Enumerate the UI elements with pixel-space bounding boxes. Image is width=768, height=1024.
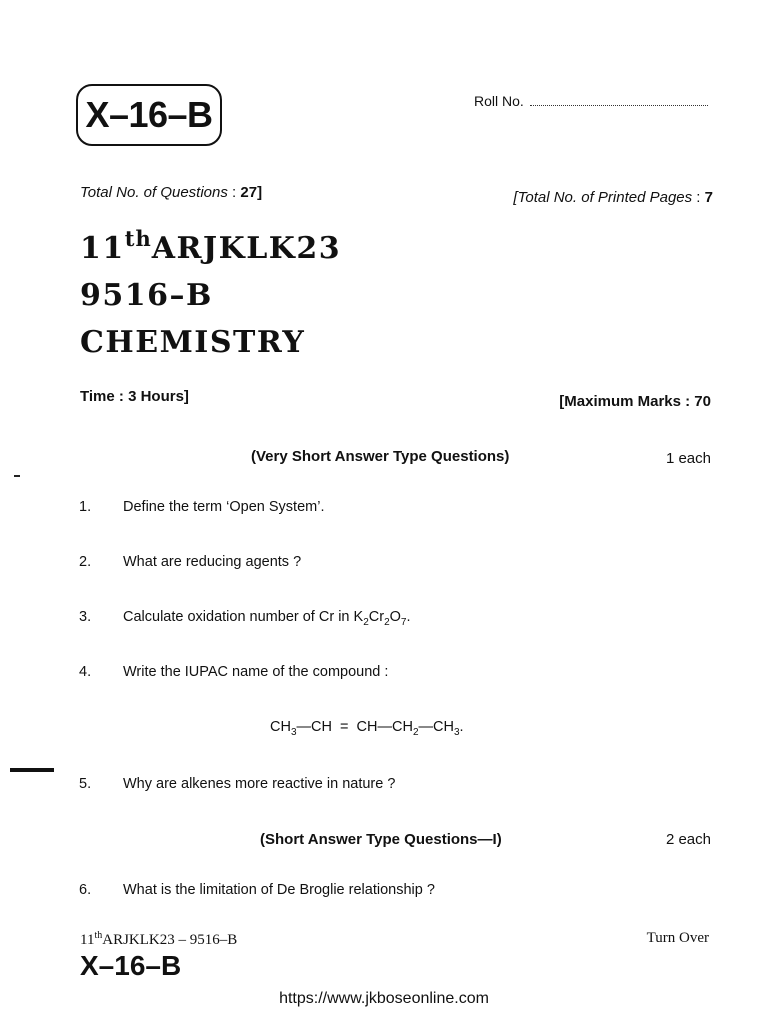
roll-number-field [474, 93, 708, 109]
formula-part: —CH [418, 719, 454, 735]
subscript: 7 [400, 617, 407, 628]
paper-code-box [76, 84, 222, 146]
question-text-part: Calculate oxidation number of Cr in K [123, 609, 364, 625]
class-paper-code [80, 226, 341, 266]
question-number: 4. [79, 664, 92, 680]
question-text-part: . [406, 609, 411, 625]
total-questions-label: Total No. of Questions [80, 184, 228, 201]
section-heading-very-short: (Very Short Answer Type Questions) [251, 448, 510, 465]
section-marks-very-short: 1 each [665, 450, 711, 467]
question-number: 3. [79, 609, 92, 625]
question-text-part: Cr [368, 609, 385, 625]
paper-code: ARJKLK23 [151, 231, 342, 266]
subscript: 3 [453, 727, 460, 738]
printed-pages-label: [Total No. of Printed Pages [513, 189, 693, 206]
formula-part: —CH = CH—CH [296, 719, 413, 735]
question-text: Define the term ‘Open System’. [123, 499, 325, 515]
subscript: 3 [290, 727, 297, 738]
question-number: 6. [79, 882, 92, 898]
chemical-formula [270, 719, 464, 738]
margin-mark [14, 475, 20, 477]
roll-number-dotted-line [530, 95, 708, 106]
question-number: 1. [79, 499, 92, 515]
question-text: What is the limitation of De Broglie relationship ? [123, 882, 435, 898]
paper-code-box-text: X–16–B [85, 94, 213, 135]
footer-class-suffix: th [94, 930, 103, 941]
question-number: 5. [79, 776, 92, 792]
total-questions: Total No. of Questions : 27] [80, 184, 263, 201]
question-text: What are reducing agents ? [123, 554, 302, 570]
margin-bar [10, 768, 54, 772]
roll-number-label: Roll No. [474, 93, 524, 109]
subscript: 2 [363, 617, 369, 628]
footer-class-number: 11 [80, 932, 95, 948]
question-text-part: O [389, 609, 401, 625]
class-number: 11 [80, 231, 125, 266]
subscript: 2 [412, 727, 419, 738]
series-code: 9516–B [80, 278, 213, 313]
time-allowed: Time : 3 Hours] [80, 388, 189, 405]
turn-over-note: Turn Over [646, 930, 709, 946]
formula-part: CH [270, 719, 291, 735]
subject-title: CHEMISTRY [80, 325, 306, 360]
maximum-marks: [Maximum Marks : 70 [559, 393, 711, 410]
class-suffix: th [124, 226, 152, 251]
total-questions-value: 27] [240, 184, 263, 201]
footer-code-rest: ARJKLK23 – 9516–B [102, 932, 238, 948]
subscript: 2 [384, 617, 390, 628]
section-marks-short-1: 2 each [665, 831, 711, 848]
printed-pages-value: 7 [704, 189, 713, 206]
question-text: Write the IUPAC name of the compound : [123, 664, 389, 680]
question-number: 2. [79, 554, 92, 570]
printed-pages: [Total No. of Printed Pages : 7 [513, 189, 713, 206]
footer-paper-code [80, 930, 237, 949]
footer-big-code: X–16–B [80, 950, 182, 981]
question-text-oxidation [123, 609, 411, 628]
question-text: Why are alkenes more reactive in nature ? [123, 776, 396, 792]
section-heading-short-1: (Short Answer Type Questions—I) [260, 831, 502, 848]
source-url: https://www.jkboseonline.com [279, 990, 489, 1007]
formula-part: . [459, 719, 464, 735]
